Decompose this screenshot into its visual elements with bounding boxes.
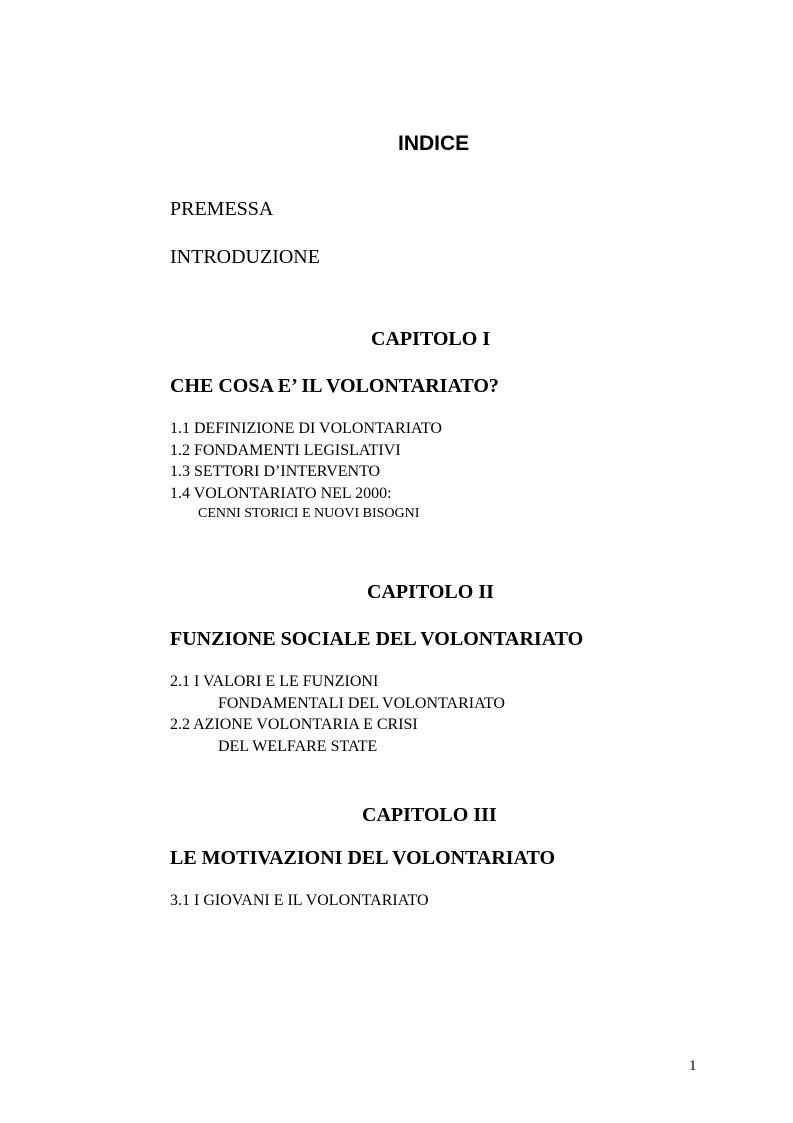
toc-item-premessa: PREMESSA bbox=[170, 198, 274, 220]
toc-entry-1-3: 1.3 SETTORI D’INTERVENTO bbox=[170, 463, 381, 480]
toc-entry-2-2-continuation: DEL WELFARE STATE bbox=[218, 738, 378, 755]
chapter-1-title: CHE COSA E’ IL VOLONTARIATO? bbox=[170, 375, 499, 397]
toc-entry-3-1: 3.1 I GIOVANI E IL VOLONTARIATO bbox=[170, 892, 429, 909]
toc-entry-2-1-continuation: FONDAMENTALI DEL VOLONTARIATO bbox=[218, 695, 505, 712]
chapter-2-label: CAPITOLO II bbox=[367, 581, 494, 603]
toc-entry-1-1: 1.1 DEFINIZIONE DI VOLONTARIATO bbox=[170, 420, 442, 437]
page-number: 1 bbox=[689, 1058, 697, 1074]
chapter-1-label: CAPITOLO I bbox=[371, 328, 491, 350]
toc-item-introduzione: INTRODUZIONE bbox=[170, 246, 320, 268]
chapter-3-title: LE MOTIVAZIONI DEL VOLONTARIATO bbox=[170, 847, 556, 869]
toc-entry-1-4: 1.4 VOLONTARIATO NEL 2000: bbox=[170, 485, 392, 502]
chapter-3-label: CAPITOLO III bbox=[362, 804, 497, 826]
toc-entry-2-2: 2.2 AZIONE VOLONTARIA E CRISI bbox=[170, 716, 418, 733]
toc-entry-1-2: 1.2 FONDAMENTI LEGISLATIVI bbox=[170, 442, 401, 459]
toc-entry-2-1: 2.1 I VALORI E LE FUNZIONI bbox=[170, 673, 379, 690]
page-title: INDICE bbox=[398, 132, 470, 155]
toc-entry-1-4-subtitle: CENNI STORICI E NUOVI BISOGNI bbox=[198, 506, 420, 521]
chapter-2-title: FUNZIONE SOCIALE DEL VOLONTARIATO bbox=[170, 628, 584, 650]
